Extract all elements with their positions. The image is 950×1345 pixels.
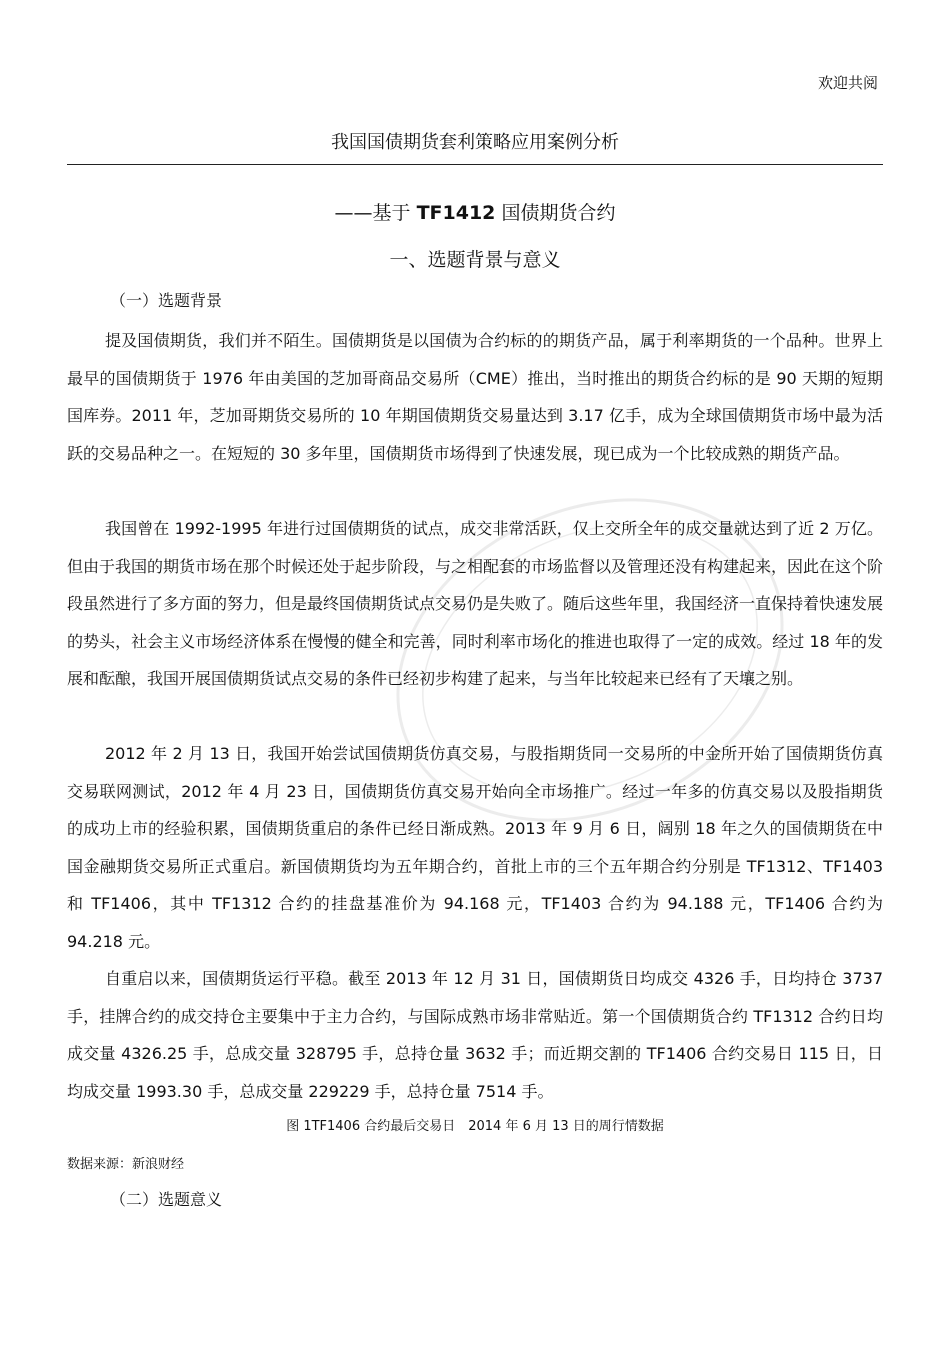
subtitle-code: TF1412 (416, 202, 496, 224)
paragraph-text: 我国曾在 1992-1995 年进行过国债期货的试点，成交非常活跃，仅上交所全年的成交量就达到了近 2 万亿。但由于我国的期货市场在那个时候还处于起步阶段，与之相配套的市场监督以及管理还没有构建起来，因此在这个阶段虽然进行了多方面的努力，但是最终国债期货试点交易仍是失败了。随后这些年里，我国经济一直保持着快速发展的势头，社会主义市场经济体系在慢慢的健全和完善，同时利率市场化的推进也取得了一定的成效。经过 18 年的发展和酝酿，我国开展国债期货试点交易的条件已经初步构建了起来，与当年比较起来已经有了天壤之别。 (67, 519, 884, 689)
section-heading: 一、选题背景与意义 (389, 249, 561, 271)
paragraph (67, 735, 883, 961)
data-source: 数据来源：新浪财经 (67, 1157, 185, 1172)
header-note: 欢迎共阅 (817, 74, 878, 92)
paragraph (67, 960, 883, 1110)
paragraph-text: 提及国债期货，我们并不陌生。国债期货是以国债为合约标的的期货产品，属于利率期货的一个品种。世界上最早的国债期货于 1976 年由美国的芝加哥商品交易所（CME）推出，当时推出的期货合约标的是 90 天期的短期国库券。2011 年，芝加哥期货交易所的 10 年期国债期货交易量达到 3.17 亿手，成为全球国债期货市场中最为活跃的交易品种之一。在短短的 30 多年里，国债期货市场得到了快速发展，现已成为一个比较成熟的期货产品。 (67, 331, 883, 463)
paragraph-text: 自重启以来，国债期货运行平稳。截至 2013 年 12 月 31 日，国债期货日均成交 4326 手，日均持仓 3737 手，挂牌合约的成交持仓主要集中于主力合约，与国际成熟市场非常贴近。第一个国债期货合约 TF1312 合约日均成交量 4326.25 手，总成交量 328795 手，总持仓量 3632 手；而近期交割的 TF1406 合约交易日 115 日，日均成交量 1993.30 手，总成交量 229229 手，总持仓量 7514 手。 (67, 969, 883, 1101)
paragraph-text: 2012 年 2 月 13 日，我国开始尝试国债期货仿真交易，与股指期货同一交易所的中金所开始了国债期货仿真交易联网测试，2012 年 4 月 23 日，国债期货仿真交易开始向全市场推广。经过一年多的仿真交易以及股指期货的成功上市的经验积累，国债期货重启的条件已经日渐成熟。2013 年 9 月 6 日，阔别 18 年之久的国债期货在中国金融期货交易所正式重启。新国债期货均为五年期合约，首批上市的三个五年期合约分别是 TF1312、TF1403 和 TF1406，其中 TF1312 合约的挂盘基准价为 94.168 元，TF1403 合约为 94.188 元，TF1406 合约为 94.218 元。 (67, 744, 883, 951)
subtitle-prefix: ——基于 (334, 202, 411, 224)
subtitle-suffix: 国债期货合约 (501, 202, 616, 224)
paragraph (67, 510, 883, 698)
sub-heading-background: （一）选题背景 (110, 291, 223, 310)
figure-caption: 图 1TF1406 合约最后交易日 2014 年 6 月 13 日的周行情数据 (286, 1119, 664, 1134)
sub-heading-significance: （二）选题意义 (110, 1190, 223, 1209)
title-divider (67, 164, 883, 165)
subtitle (0, 198, 950, 225)
paragraph (67, 322, 883, 472)
document-title: 我国国债期货套利策略应用案例分析 (331, 132, 619, 153)
